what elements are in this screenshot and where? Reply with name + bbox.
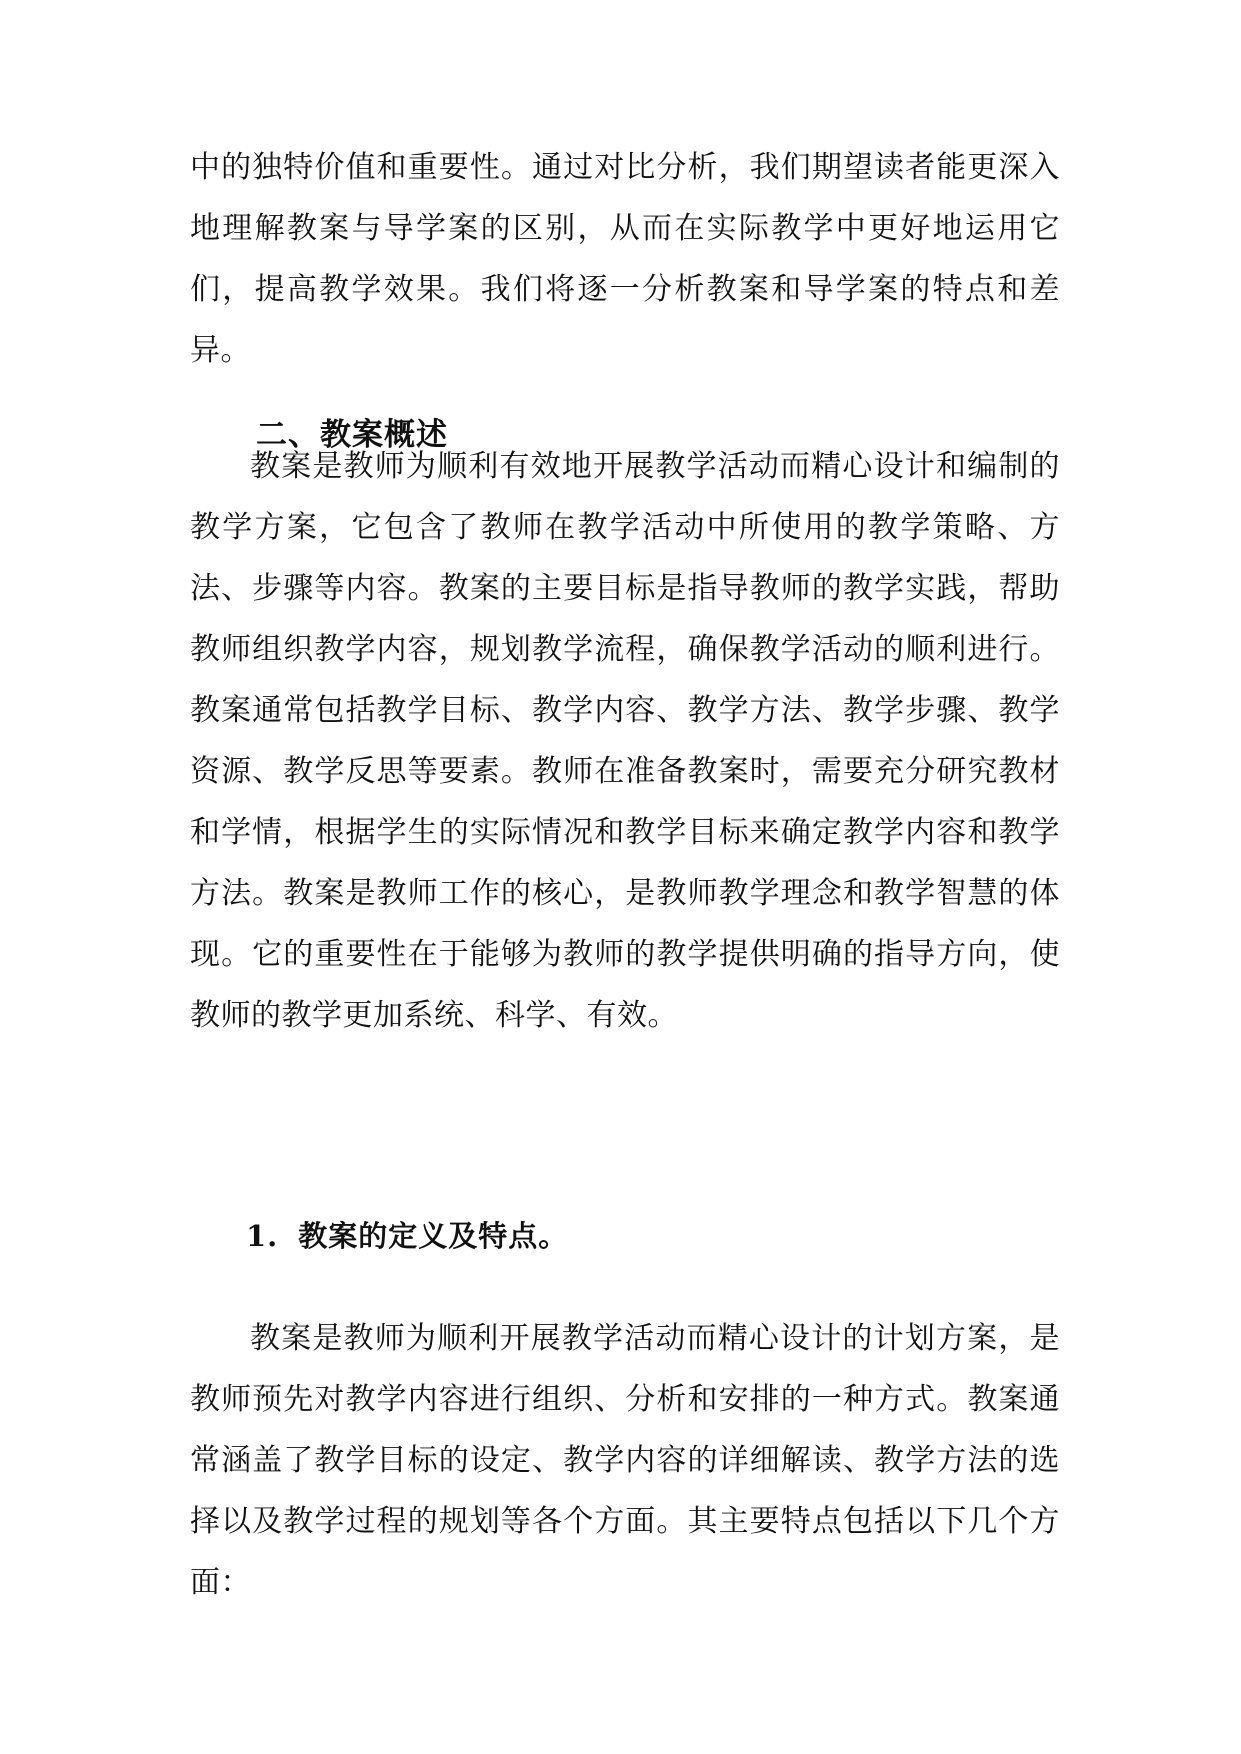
paragraph-definition: 教案是教师为顺利开展教学活动而精心设计的计划方案，是教师预先对教学内容进行组织、分析和安排的一种方式。教案通常涵盖了教学目标的设定、教学内容的详细解读、教学方法的选择以及教学过程的规划等各个方面。其主要特点包括以下几个方面： [190,1321,1060,1600]
subsection-number: 1. [246,1219,279,1253]
paragraph-intro: 中的独特价值和重要性。通过对比分析，我们期望读者能更深入地理解教案与导学案的区别，从而在实际教学中更好地运用它们，提高教学效果。我们将逐一分析教案和导学案的特点和差异。 [190,150,1060,368]
subsection-title: 教案的定义及特点。 [298,1219,569,1253]
subsection-heading [246,1213,568,1259]
paragraph-overview: 教案是教师为顺利有效地开展教学活动而精心设计和编制的教学方案，它包含了教师在教学活动中所使用的教学策略、方法、步骤等内容。教案的主要目标是指导教师的教学实践，帮助教师组织教学内容，规划教学流程，确保教学活动的顺利进行。教案通常包括教学目标、教学内容、教学方法、教学步骤、教学资源、教学反思等要素。教师在准备教案时，需要充分研究教材和学情，根据学生的实际情况和教学目标来确定教学内容和教学方法。教案是教师工作的核心，是教师教学理念和教学智慧的体现。它的重要性在于能够为教师的教学提供明确的指导方向，使教师的教学更加系统、科学、有效。 [190,449,1060,1033]
section-heading: 二、教案概述 [256,417,448,453]
